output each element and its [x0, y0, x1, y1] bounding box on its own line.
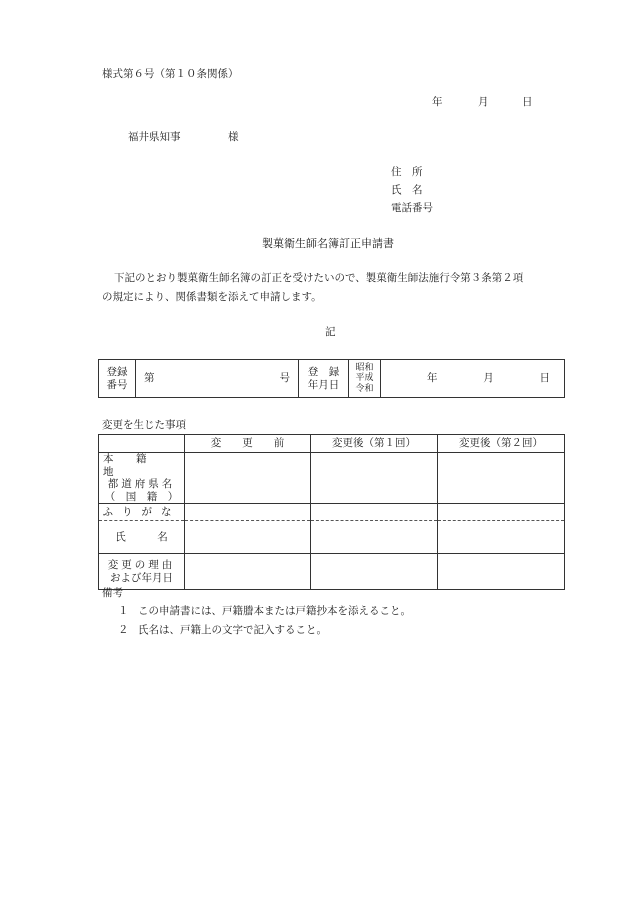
- era-cell: 昭和 平成 令和: [349, 360, 381, 398]
- col-before-header: 変 更 前: [185, 435, 311, 453]
- date-month-label: 月: [478, 96, 489, 108]
- registration-date-label: 登 録 年月日: [299, 360, 349, 398]
- changes-table: [98, 434, 565, 590]
- row-honseki-label: 本 籍 地 都道府県名 （ 国 籍 ）: [99, 453, 185, 504]
- document-title: 製菓衛生師名簿訂正申請書: [262, 237, 394, 250]
- applicant-address-label: 住 所: [391, 166, 423, 178]
- honseki-before-cell: [185, 453, 311, 504]
- note-2-number: ２: [118, 624, 129, 636]
- col-after1-header: 変更後（第１回）: [311, 435, 438, 453]
- name-after2-cell: [438, 521, 565, 554]
- honseki-after2-cell: [438, 453, 565, 504]
- reason-after2-cell: [438, 554, 565, 590]
- ki-heading: 記: [325, 326, 336, 338]
- registration-table: [98, 359, 565, 398]
- registration-number-label: 登録 番号: [99, 360, 136, 398]
- name-before-cell: [185, 521, 311, 554]
- changes-heading: 変更を生じた事項: [102, 419, 186, 431]
- registration-number-field: [136, 360, 299, 398]
- honseki-after1-cell: [311, 453, 438, 504]
- furigana-after2-cell: [438, 504, 565, 521]
- applicant-phone-label: 電話番号: [391, 202, 433, 214]
- reason-after1-cell: [311, 554, 438, 590]
- row-reason-label: 変更の理由 および年月日: [99, 554, 185, 590]
- applicant-name-label: 氏 名: [391, 184, 423, 196]
- reg-month-label: 月: [483, 372, 494, 385]
- reason-before-cell: [185, 554, 311, 590]
- registration-date-field: [381, 360, 565, 398]
- reg-year-label: 年: [427, 372, 438, 385]
- date-day-label: 日: [522, 96, 533, 108]
- body-text-line-1: 下記のとおり製菓衛生師名簿の訂正を受けたいので、製菓衛生師法施行令第３条第２項: [114, 272, 524, 284]
- note-1-number: １: [118, 605, 129, 617]
- note-1-text: この申請書には、戸籍謄本または戸籍抄本を添えること。: [138, 605, 411, 617]
- name-after1-cell: [311, 521, 438, 554]
- dai-label: 第: [144, 372, 155, 385]
- go-label: 号: [279, 372, 290, 385]
- furigana-before-cell: [185, 504, 311, 521]
- body-text-line-2: の規定により、関係書類を添えて申請します。: [102, 291, 322, 303]
- col-after2-header: 変更後（第２回）: [438, 435, 565, 453]
- notes-heading: 備考: [102, 587, 123, 599]
- form-id: 様式第６号（第１０条関係）: [102, 68, 239, 80]
- furigana-after1-cell: [311, 504, 438, 521]
- row-name-label: 氏 名: [99, 521, 185, 554]
- addressee-name: 福井県知事: [128, 131, 181, 143]
- note-2-text: 氏名は、戸籍上の文字で記入すること。: [138, 624, 327, 636]
- reg-day-label: 日: [539, 372, 550, 385]
- addressee-honorific: 様: [228, 131, 239, 143]
- changes-corner-cell: [99, 435, 185, 453]
- date-year-label: 年: [432, 96, 443, 108]
- row-furigana-label: ふりがな: [99, 504, 185, 521]
